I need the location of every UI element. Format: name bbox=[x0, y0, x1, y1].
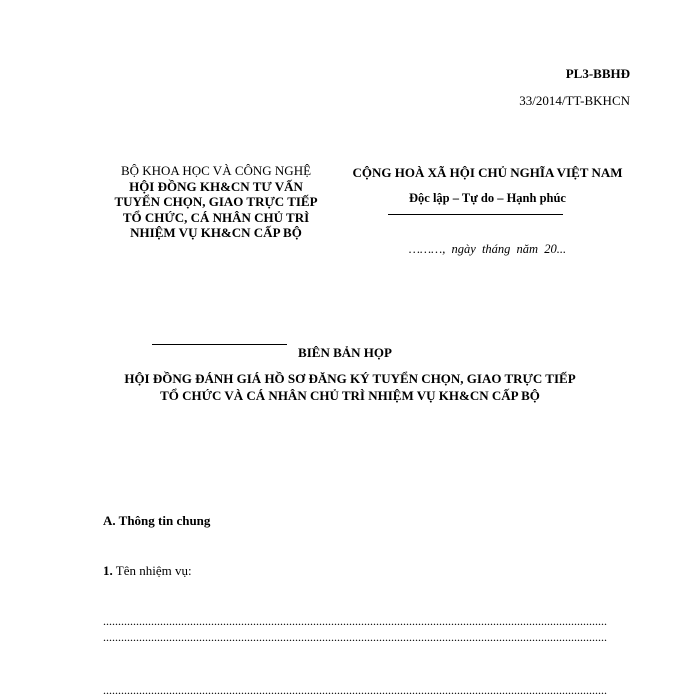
item-1-label: Tên nhiệm vụ: bbox=[112, 563, 192, 578]
council-name-line: HỘI ĐỒNG KH&CN TƯ VẤN bbox=[129, 178, 303, 194]
council-title-line: TỔ CHỨC VÀ CÁ NHÂN CHỦ TRÌ NHIỆM VỤ KH&CN CẤP BỘ bbox=[160, 388, 540, 403]
council-name-line: TUYỂN CHỌN, GIAO TRỰC TIẾP bbox=[114, 194, 318, 209]
council-title-line: HỘI ĐỒNG ĐÁNH GIÁ HỒ SƠ ĐĂNG KÝ TUYỂN CHỌN, GIAO TRỰC TIẾP bbox=[124, 371, 576, 386]
fill-in-dotted-line: ........................................................................................................................................................................ bbox=[103, 683, 607, 697]
council-name-line: NHIỆM VỤ KH&CN CẤP BỘ bbox=[130, 225, 302, 240]
national-title: CỘNG HOÀ XÃ HỘI CHỦ NGHĨA VIỆT NAM bbox=[352, 165, 623, 180]
document-code: PL3-BBHĐ bbox=[565, 66, 630, 81]
divider-line bbox=[152, 344, 287, 345]
issuing-agency-block bbox=[96, 163, 336, 241]
circular-reference: 33/2014/TT-BKHCN bbox=[519, 93, 630, 108]
national-motto: Độc lập – Tự do – Hạnh phúc bbox=[409, 191, 566, 205]
section-a-heading: A. Thông tin chung bbox=[103, 513, 211, 528]
minutes-title: BIÊN BẢN HỌP bbox=[298, 345, 392, 360]
council-name-line: TỔ CHỨC, CÁ NHÂN CHỦ TRÌ bbox=[122, 209, 310, 225]
motto-underline bbox=[388, 214, 563, 215]
fill-in-dotted-line: ........................................................................................................................................................................ bbox=[103, 630, 607, 644]
date-line: ………, ngày tháng năm 20... bbox=[408, 242, 567, 256]
council-full-title bbox=[90, 370, 610, 404]
ministry-name: BỘ KHOA HỌC VÀ CÔNG NGHỆ bbox=[120, 163, 312, 178]
fill-in-dotted-line: ........................................................................................................................................................................ bbox=[103, 614, 607, 628]
item-1 bbox=[103, 563, 192, 579]
item-1-number: 1. bbox=[103, 563, 113, 578]
